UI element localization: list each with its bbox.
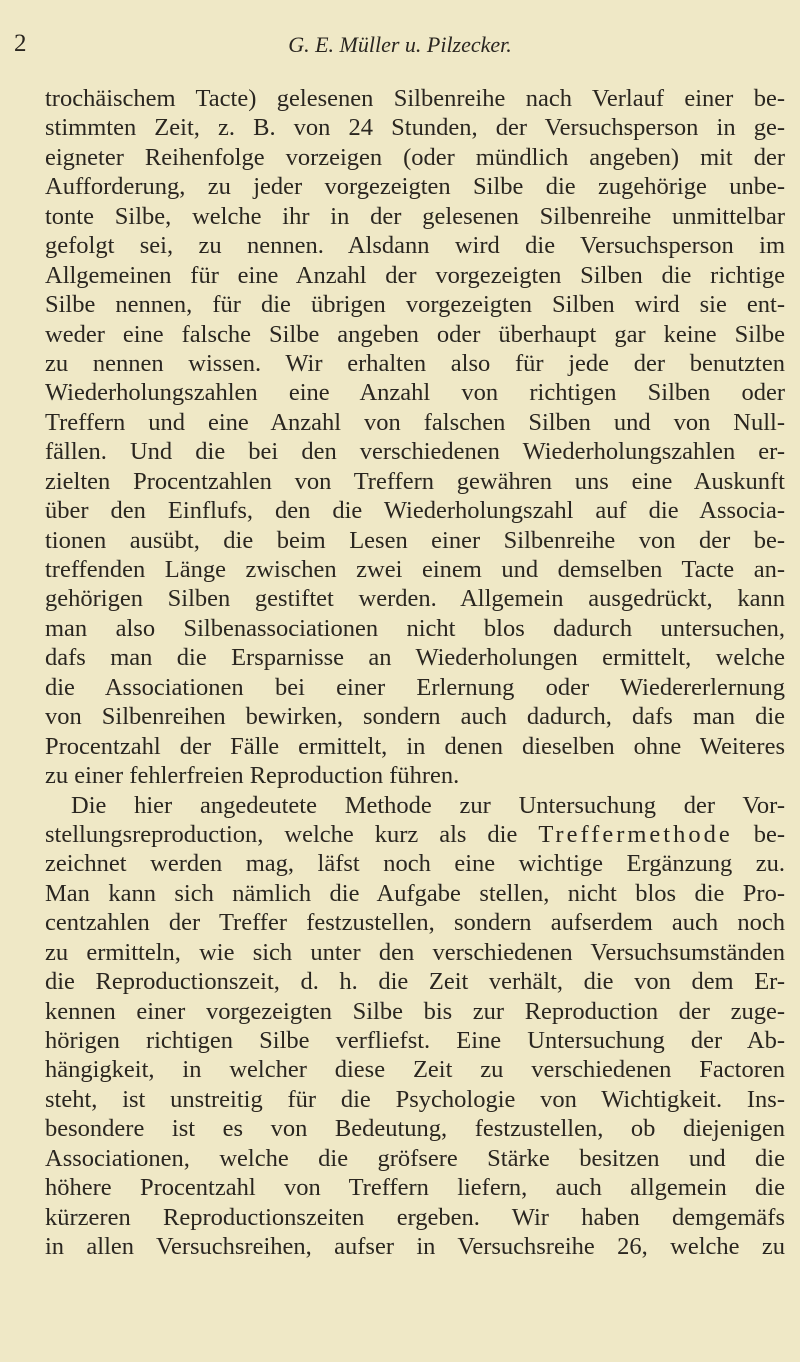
text-line: Wiederholungszahlen eine Anzahl von richtigen Silben oder: [45, 379, 785, 407]
text-line: zeichnet werden mag, läfst noch eine wichtige Ergänzung zu.: [45, 850, 785, 878]
line-segment: stellungsreproduction, welche kurz als die: [45, 820, 518, 848]
text-line: Procentzahl der Fälle ermittelt, in denen dieselben ohne Weiteres: [45, 732, 785, 760]
text-line: höhere Procentzahl von Treffern liefern, auch allgemein die: [45, 1174, 785, 1202]
text-line: tionen ausübt, die beim Lesen einer Silbenreihe von der be-: [45, 526, 785, 554]
body-text: [45, 84, 785, 1262]
text-line: fällen. Und die bei den verschiedenen Wiederholungszahlen er-: [45, 438, 785, 466]
text-line: zielten Procentzahlen von Treffern gewähren uns eine Auskunft: [45, 467, 785, 495]
line-segment: be-: [753, 820, 785, 848]
text-line: eigneter Reihenfolge vorzeigen (oder mündlich angeben) mit der: [45, 143, 785, 171]
text-line: gehörigen Silben gestiftet werden. Allgemein ausgedrückt, kann: [45, 585, 785, 613]
text-line: hängigkeit, in welcher diese Zeit zu verschiedenen Factoren: [45, 1056, 785, 1084]
text-line: man also Silbenassociationen nicht blos dadurch untersuchen,: [45, 614, 785, 642]
running-title: G. E. Müller u. Pilzecker.: [288, 32, 512, 57]
text-line: Man kann sich nämlich die Aufgabe stellen, nicht blos die Pro-: [45, 879, 785, 907]
text-line: besondere ist es von Bedeutung, festzustellen, ob diejenigen: [45, 1115, 785, 1143]
text-line: Aufforderung, zu jeder vorgezeigten Silbe die zugehörige unbe-: [45, 173, 785, 201]
text-line: Associationen, welche die gröfsere Stärke besitzen und die: [45, 1144, 785, 1172]
text-line: zu nennen wissen. Wir erhalten also für jede der benutzten: [45, 349, 785, 377]
text-line: steht, ist unstreitig für die Psychologie von Wichtigkeit. Ins-: [45, 1085, 785, 1113]
text-line: [45, 820, 785, 849]
text-line: kennen einer vorgezeigten Silbe bis zur Reproduction der zuge-: [45, 997, 785, 1025]
text-line: Treffern und eine Anzahl von falschen Silben und von Null-: [45, 408, 785, 436]
text-line: weder eine falsche Silbe angeben oder überhaupt gar keine Silbe: [45, 320, 785, 348]
text-line: in allen Versuchsreihen, aufser in Versuchsreihe 26, welche zu: [45, 1233, 785, 1261]
emphasized-term: Treffermethode: [538, 820, 733, 848]
text-line: die Reproductionszeit, d. h. die Zeit verhält, die von dem Er-: [45, 968, 785, 996]
text-line: Silbe nennen, für die übrigen vorgezeigten Silben wird sie ent-: [45, 291, 785, 319]
text-line: über den Einflufs, den die Wiederholungszahl auf die Associa-: [45, 497, 785, 525]
text-line: hörigen richtigen Silbe verfliefst. Eine Untersuchung der Ab-: [45, 1027, 785, 1054]
text-line: kürzeren Reproductionszeiten ergeben. Wir haben demgemäfs: [45, 1203, 785, 1231]
text-line: gefolgt sei, zu nennen. Alsdann wird die Versuchsperson im: [45, 232, 785, 260]
text-line: dafs man die Ersparnisse an Wiederholungen ermittelt, welche: [45, 644, 785, 672]
page-number: 2: [14, 30, 27, 57]
text-line: stimmten Zeit, z. B. von 24 Stunden, der Versuchsperson in ge-: [45, 114, 785, 142]
text-line: centzahlen der Treffer festzustellen, sondern aufserdem auch noch: [45, 909, 785, 937]
text-line: Die hier angedeutete Methode zur Untersuchung der Vor-: [71, 791, 785, 819]
text-line: zu einer fehlerfreien Reproduction führen.: [45, 762, 460, 790]
text-line: Allgemeinen für eine Anzahl der vorgezeigten Silben die richtige: [45, 261, 785, 289]
text-line: treffenden Länge zwischen zwei einem und demselben Tacte an-: [45, 556, 785, 583]
text-line: zu ermitteln, wie sich unter den verschiedenen Versuchsumständen: [45, 938, 785, 966]
text-line: die Associationen bei einer Erlernung oder Wiedererlernung: [45, 673, 785, 701]
text-line: von Silbenreihen bewirken, sondern auch dadurch, dafs man die: [45, 703, 785, 731]
text-line: tonte Silbe, welche ihr in der gelesenen Silbenreihe unmittelbar: [45, 202, 785, 230]
text-line: trochäischem Tacte) gelesenen Silbenreihe nach Verlauf einer be-: [45, 85, 785, 112]
